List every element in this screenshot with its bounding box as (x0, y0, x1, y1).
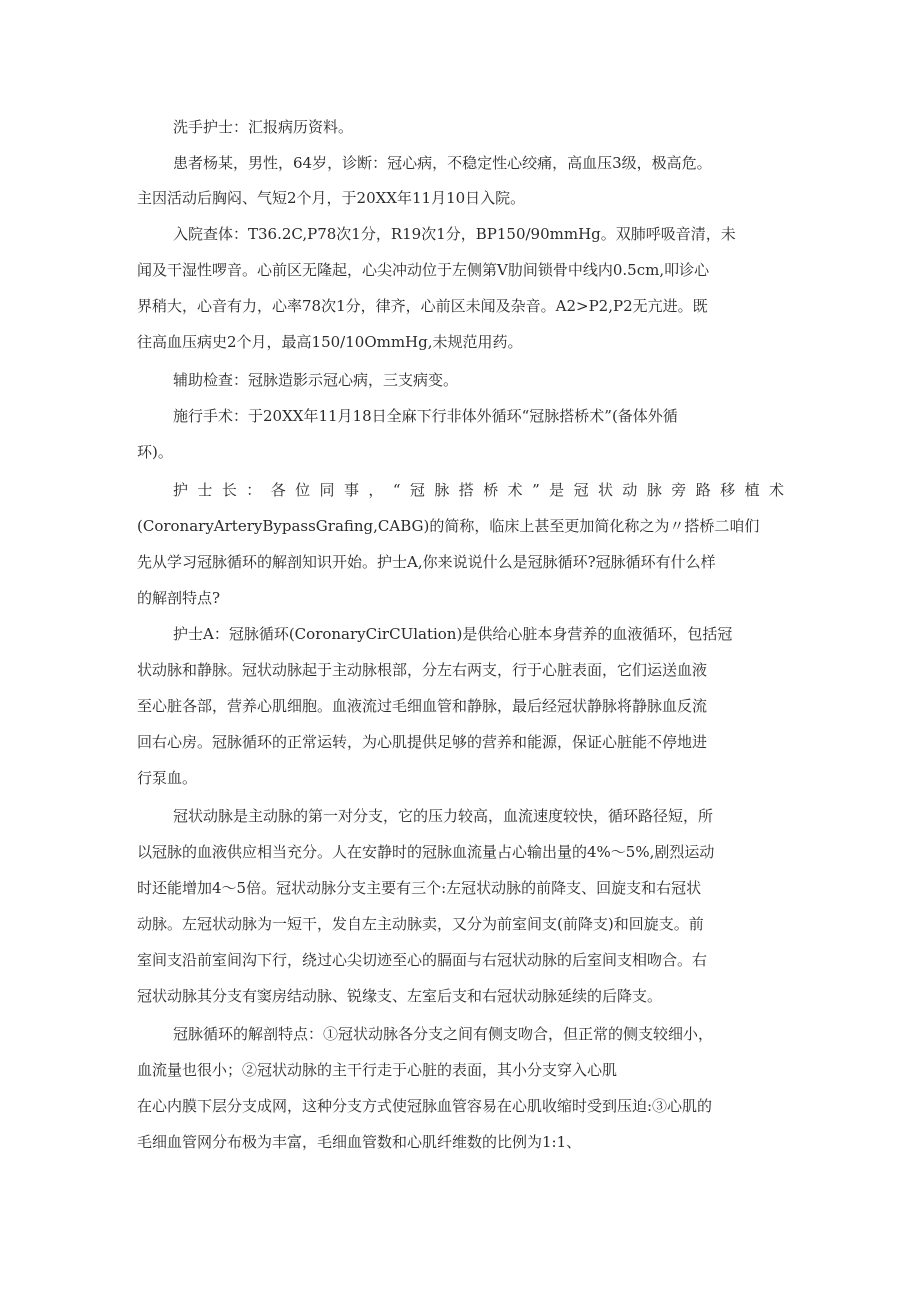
text-line: 至心脏各部，营养心肌细胞。血液流过毛细血管和静脉，最后经冠状静脉将静脉血反流 (137, 697, 708, 715)
text-line: 以冠脉的血液供应相当充分。人在安静时的冠脉血流量占心输出量的4%～5%,剧烈运动 (137, 843, 715, 861)
text-line: 入院查体：T36.2C,P78次1分，R19次1分，BP150∕90mmHg。双肺呼吸音清，未 (173, 225, 736, 243)
text-line: 冠状动脉是主动脉的第一对分支，它的压力较高，血流速度较快，循环路径短，所 (173, 807, 714, 825)
text-line: 洗手护士：汇报病历资料。 (173, 118, 354, 136)
text-line: 毛细血管网分布极为丰富，毛细血管数和心肌纤维数的比例为1:1、 (137, 1133, 582, 1151)
text-line: 行泵血。 (137, 769, 198, 787)
text-line: 状动脉和静脉。冠状动脉起于主动脉根部，分左右两支，行于心脏表面，它们运送血液 (137, 661, 708, 679)
text-line: 时还能增加4～5倍。冠状动脉分支主要有三个:左冠状动脉的前降支、回旋支和右冠状 (137, 879, 702, 897)
text-line: 护士A：冠脉循环(CoronaryCirCUlation)是供给心脏本身营养的血液循环，包括冠 (173, 625, 733, 643)
text-line: 在心内膜下层分支成网，这种分支方式使冠脉血管容易在心肌收缩时受到压迫:③心肌的 (137, 1097, 713, 1115)
text-line: 回右心房。冠脉循环的正常运转，为心肌提供足够的营养和能源，保证心脏能不停地进 (137, 733, 708, 751)
text-line: 界稍大，心音有力，心率78次1分，律齐，心前区未闻及杂音。A2>P2,P2无亢进。既 (137, 297, 708, 315)
text-line: 施行手术：于20XX年11月18日全麻下行非体外循环“冠脉搭桥术”(备体外循 (173, 407, 678, 425)
text-line: 的解剖特点? (137, 589, 221, 607)
text-line: 动脉。左冠状动脉为一短干，发自左主动脉卖，又分为前室间支(前降支)和回旋支。前 (137, 915, 704, 933)
text-line: 护士长：各位同事，“冠脉搭桥术”是冠状动脉旁路移植术 (173, 481, 786, 499)
text-line: 冠状动脉其分支有窦房结动脉、锐缘支、左室后支和右冠状动脉延续的后降支。 (137, 987, 663, 1005)
text-line: 闻及干湿性啰音。心前区无隆起，心尖冲动位于左侧第V肋间锁骨中线内0.5cm,叩诊心 (137, 261, 710, 279)
text-line: (CoronaryArteryBypassGrafing,CABG)的简称，临床上甚至更加简化称之为〃搭桥二咱们 (137, 517, 760, 535)
text-line: 环)。 (137, 443, 173, 461)
text-line: 主因活动后胸闷、气短2个月，于20XX年11月10日入院。 (137, 189, 526, 207)
text-line: 室间支沿前室间沟下行，绕过心尖切迹至心的膈面与右冠状动脉的后室间支相吻合。右 (137, 951, 708, 969)
text-line: 先从学习冠脉循环的解剖知识开始。护士A,你来说说什么是冠脉循环?冠脉循环有什么样 (137, 553, 716, 571)
text-line: 冠脉循环的解剖特点：①冠状动脉各分支之间有侧支吻合，但正常的侧支较细小， (173, 1025, 714, 1043)
text-line: 辅助检查：冠脉造影示冠心病，三支病变。 (173, 371, 459, 389)
text-line: 往高血压病史2个月，最高150/10OmmHg,未规范用药。 (137, 333, 523, 351)
text-line: 血流量也很小；②冠状动脉的主干行走于心脏的表面，其小分支穿入心肌 (137, 1061, 618, 1079)
text-line: 患者杨某，男性，64岁，诊断：冠心病，不稳定性心绞痛，高血压3级，极高危。 (173, 154, 712, 172)
